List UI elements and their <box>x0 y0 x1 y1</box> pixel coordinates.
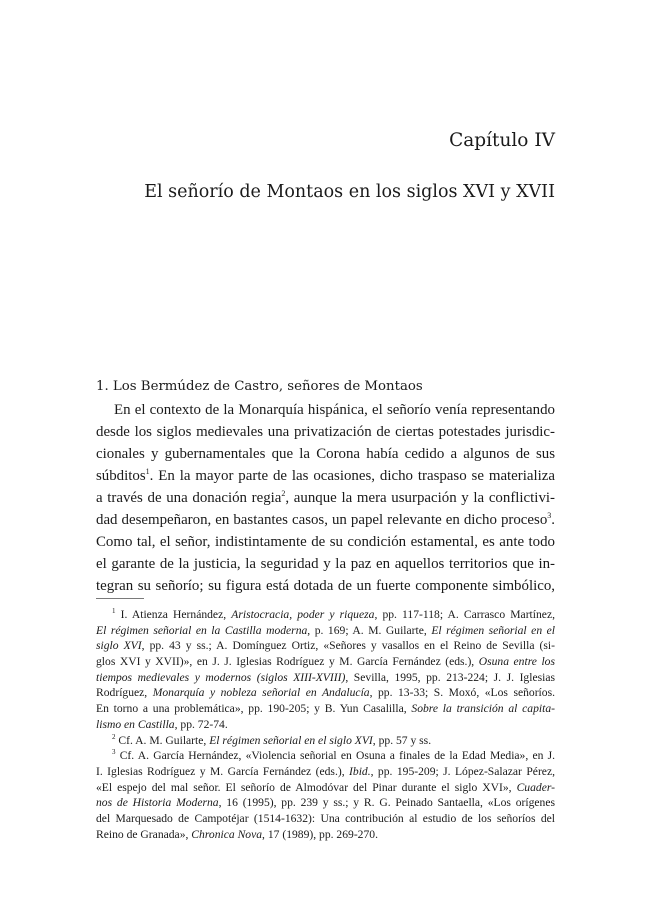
footnote-separator <box>96 598 144 599</box>
footnote-text: , pp. 43 y ss.; A. Domínguez Ortiz, «Señores y vasallos en el Reino de Sevilla (si- <box>141 639 555 653</box>
footnote-text: , p. 169; A. M. Guilarte, <box>307 623 432 637</box>
footnote-number: 2 <box>112 732 116 741</box>
footnote-ref-3: 3 <box>547 511 552 521</box>
footnote-text: , pp. 57 y ss. <box>372 733 432 747</box>
body-line: el garante de la justicia, la seguridad y la paz en aquellos territorios que in- <box>96 556 555 572</box>
footnote-line <box>96 685 555 701</box>
footnote-title: Chronica Nova <box>191 827 263 841</box>
body-text-run: , aunque la mera usurpación y la conflictivi- <box>285 490 555 506</box>
footnote-text: «El espejo del mal señor. El señorío de Almodóvar del Pinar durante el siglo XVI», <box>96 780 517 794</box>
footnote-ref-1: 1 <box>145 467 150 477</box>
footnote-title: Monarquía y nobleza señorial en Andalucía <box>152 686 370 700</box>
footnotes <box>96 607 555 842</box>
footnote-text: , 16 (1995), pp. 239 y ss.; y R. G. Peinado Santaella, «Los orígenes <box>218 796 555 810</box>
footnote-text: Rodríguez, <box>96 686 153 700</box>
footnote-text: , pp. 13-33; S. Moxó, «Los señoríos. <box>369 686 555 700</box>
footnote-text: I. Iglesias Rodríguez y M. García Fernández (eds.), <box>96 764 350 778</box>
footnote-line <box>96 764 555 780</box>
body-text-run: a través de una donación regia <box>96 490 282 506</box>
footnote-title: nos de Historia Moderna <box>96 796 219 810</box>
footnote-title: El régimen señorial en el <box>431 623 555 637</box>
footnote-title: Sobre la transición al capita- <box>411 702 555 716</box>
footnote-text: , 17 (1989), pp. 269-270. <box>262 827 378 841</box>
footnote-title: tiempos medievales y modernos (siglos XIII-XVIII) <box>96 670 346 684</box>
footnote-title: El régimen señorial en el siglo XVI <box>209 733 373 747</box>
footnote-title: Ibid. <box>349 764 371 778</box>
body-text-run: . <box>551 512 555 528</box>
body-text-run: súbditos <box>96 468 146 484</box>
footnote-title: siglo XVI <box>96 639 142 653</box>
body-line <box>96 509 555 531</box>
body-line: Como tal, el señor, indistintamente de su condición estamental, es ante todo <box>96 534 555 550</box>
footnote-title: lismo en Castilla <box>96 717 175 731</box>
footnote-text: Cf. A. García Hernández, «Violencia señorial en Osuna a finales de la Edad Media», en J. <box>115 749 555 763</box>
footnote-line <box>96 827 555 843</box>
footnote-text: del Marquesado de Campotéjar (1514-1632): Una contribución al estudio de los señoríos del <box>96 811 555 825</box>
footnote-number: 3 <box>112 748 116 757</box>
footnote-text: , pp. 72-74. <box>174 717 228 731</box>
body-text-run: . En la mayor parte de las ocasiones, dicho traspaso se materializa <box>149 468 555 484</box>
footnote-line <box>96 780 555 796</box>
footnote-text: Cf. A. M. Guilarte, <box>115 733 210 747</box>
footnote-title: El régimen señorial en la Castilla moderna <box>96 623 308 637</box>
footnote-line <box>96 733 555 749</box>
footnote-title: Cuader- <box>516 780 555 794</box>
body-line: cionales y gubernamentales que la Corona había cedido a algunos de sus <box>96 446 555 462</box>
footnote-line <box>96 811 555 827</box>
footnote-line <box>96 638 555 654</box>
body-line <box>96 465 555 487</box>
body-paragraph <box>96 399 555 597</box>
footnote-text: En torno a una problemática», pp. 190-205; y B. Yun Casalilla, <box>96 702 412 716</box>
footnote-line <box>96 654 555 670</box>
chapter-label: Capítulo IV <box>449 130 555 151</box>
body-line: En el contexto de la Monarquía hispánica, el señorío venía representando <box>114 402 555 418</box>
footnote-text: , pp. 117-118; A. Carrasco Martínez, <box>374 608 555 621</box>
footnote-line <box>96 748 555 764</box>
body-line: desde los siglos medievales una privatización de ciertas potestades jurisdic- <box>96 424 555 440</box>
footnote-line <box>96 623 555 639</box>
footnote-ref-2: 2 <box>281 489 286 499</box>
footnote-title: Osuna entre los <box>478 655 555 669</box>
footnote-title: Aristocracia, poder y riqueza <box>231 608 375 621</box>
footnote-line <box>96 795 555 811</box>
body-line: tegran su señorío; su figura está dotada de un fuerte componente simbólico, <box>96 578 555 594</box>
footnote-line <box>96 670 555 686</box>
footnote-text: , pp. 195-209; J. López-Salazar Pérez, <box>370 764 555 778</box>
section-heading: 1. Los Bermúdez de Castro, señores de Montaos <box>96 379 423 394</box>
chapter-title: El señorío de Montaos en los siglos XVI y XVII <box>144 182 555 202</box>
footnote-text: glos XVI y XVII)», en J. J. Iglesias Rodríguez y M. García Fernández (eds.), <box>96 655 479 669</box>
footnote-text: I. Atienza Hernández, <box>115 608 232 621</box>
footnote-line <box>96 701 555 717</box>
footnote-line <box>96 717 555 733</box>
footnote-text: , Sevilla, 1995, pp. 213-224; J. J. Iglesias <box>345 670 555 684</box>
footnote-line <box>96 607 555 623</box>
body-text-run: dad desempeñaron, en bastantes casos, un papel relevante en dicho proceso <box>96 512 548 528</box>
footnote-text: Reino de Granada», <box>96 827 192 841</box>
footnote-number: 1 <box>112 607 116 616</box>
body-line <box>96 487 555 509</box>
